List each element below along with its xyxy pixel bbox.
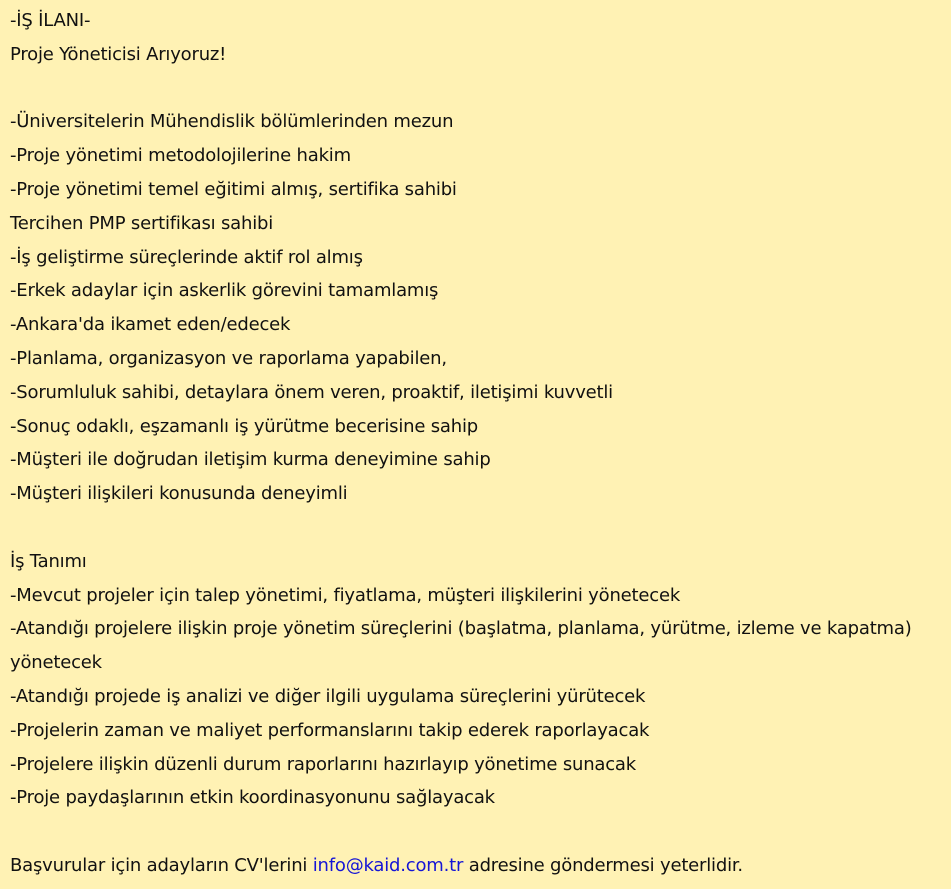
requirement-item: -İş geliştirme süreçlerinde aktif rol almış [10, 246, 363, 268]
application-suffix: adresine göndermesi yeterlidir. [463, 854, 743, 876]
requirement-item: -Müşteri ile doğrudan iletişim kurma deneyimine sahip [10, 449, 491, 471]
application-prefix: Başvurular için adayların CV'lerini [10, 854, 313, 876]
requirement-item: -Müşteri ilişkileri konusunda deneyimli [10, 483, 348, 505]
job-description-item: -Atandığı projede iş analizi ve diğer ilgili uygulama süreçlerini yürütecek [10, 685, 646, 707]
job-description-item-continuation: yönetecek [10, 652, 102, 674]
job-description-item: -Proje paydaşlarının etkin koordinasyonunu sağlayacak [10, 787, 495, 809]
spacer [10, 72, 951, 106]
notice-label: -İŞ İLANI- [10, 10, 91, 31]
requirements-list [10, 105, 951, 511]
requirement-item: -Sonuç odaklı, eşzamanlı iş yürütme becerisine sahip [10, 415, 478, 437]
requirement-item: -Proje yönetimi metodolojilerine hakim [10, 145, 351, 167]
requirement-item: -Proje yönetimi temel eğitimi almış, sertifika sahibi [10, 178, 457, 200]
requirement-item: -Planlama, organizasyon ve raporlama yapabilen, [10, 347, 447, 369]
spacer [10, 815, 951, 849]
requirement-item: -Erkek adaylar için askerlik görevini tamamlamış [10, 280, 439, 302]
job-description-title: İş Tanımı [10, 550, 87, 572]
application-instructions [10, 849, 951, 883]
job-description-section [10, 545, 951, 815]
spacer [10, 511, 951, 545]
email-link[interactable]: info@kaid.com.tr [312, 854, 464, 876]
job-description-item: -Atandığı projelere ilişkin proje yönetim süreçlerini (başlatma, planlama, yürütme, izleme ve kapatma) [10, 618, 912, 640]
requirement-item: -Sorumluluk sahibi, detaylara önem veren, proaktif, iletişimi kuvvetli [10, 381, 613, 403]
job-description-item: -Projelerin zaman ve maliyet performanslarını takip ederek raporlayacak [10, 719, 650, 741]
job-description-item: -Mevcut projeler için talep yönetimi, fiyatlama, müşteri ilişkilerini yönetecek [10, 584, 681, 606]
requirement-item: -Ankara'da ikamet eden/edecek [10, 314, 291, 336]
job-description-item: -Projelere ilişkin düzenli durum raporlarını hazırlayıp yönetime sunacak [10, 753, 636, 775]
requirement-item: Tercihen PMP sertifikası sahibi [10, 212, 274, 234]
headline: Proje Yöneticisi Arıyoruz! [10, 43, 227, 65]
requirement-item: -Üniversitelerin Mühendislik bölümlerinden mezun [10, 111, 454, 133]
